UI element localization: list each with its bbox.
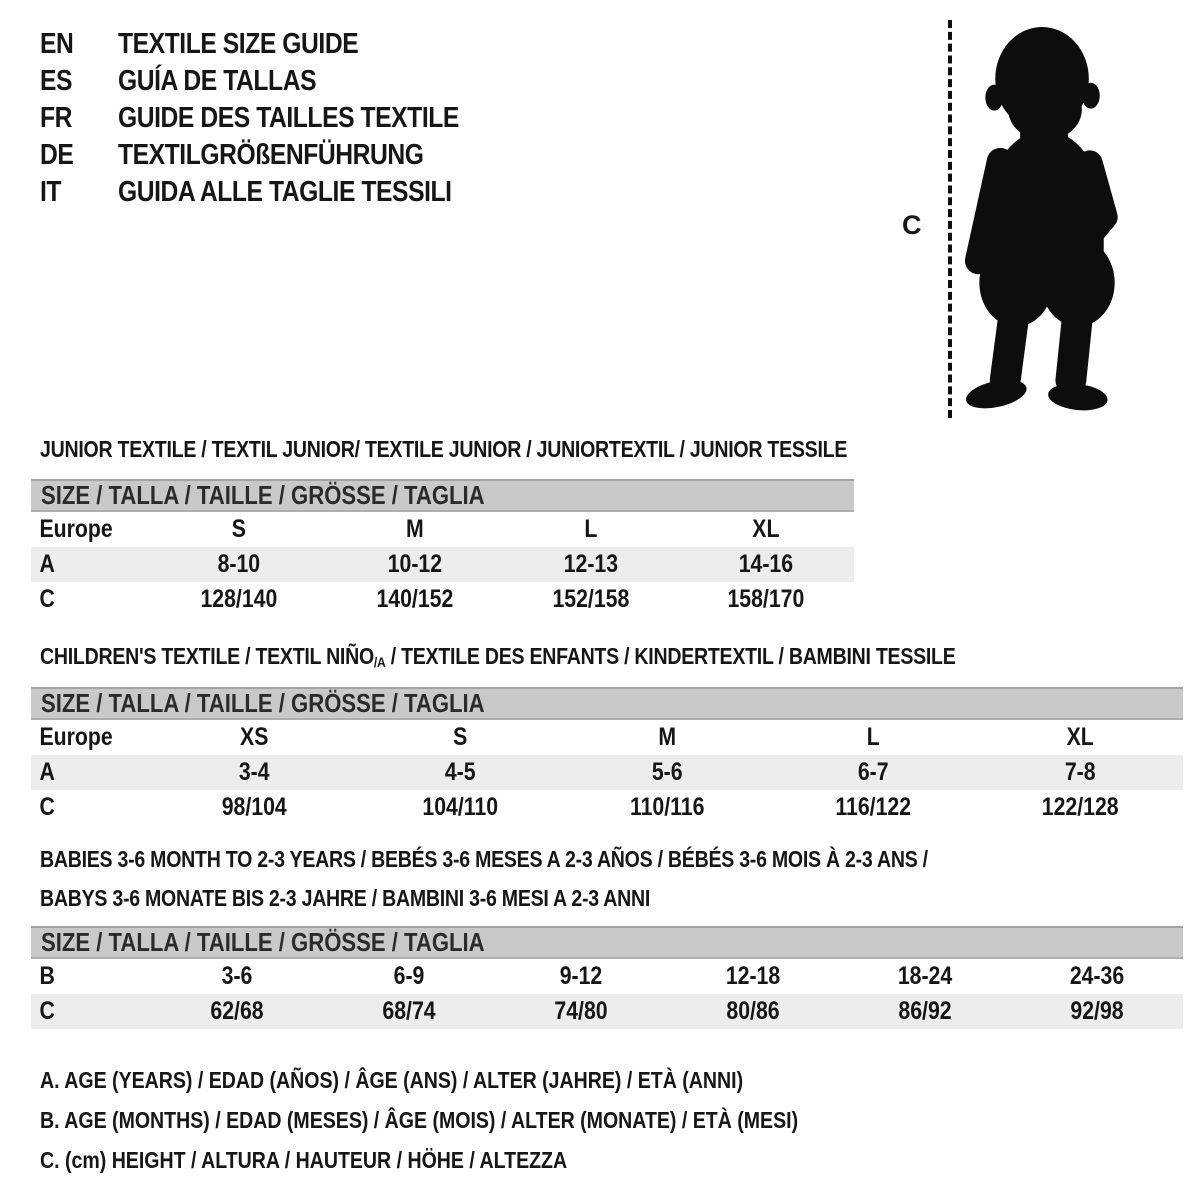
section-title-babies-line2: BABYS 3-6 MONATE BIS 2-3 JAHRE / BAMBINI 3-6 MESI A 2-3 ANNI — [40, 885, 651, 911]
legend-text: C. (cm) HEIGHT / ALTURA / HAUTEUR / HÖHE / ALTEZZA — [40, 1146, 568, 1173]
age-cell: 12-13 — [563, 550, 618, 578]
height-cell: 128/140 — [200, 585, 278, 613]
language-row-fr — [40, 100, 519, 137]
height-cell: 152/158 — [551, 585, 629, 613]
language-code: EN — [40, 28, 74, 60]
language-title: GUÍA DE TALLAS — [118, 65, 317, 97]
age-cell: 9-12 — [559, 962, 603, 990]
height-cell: 68/74 — [382, 997, 436, 1025]
size-header-label: SIZE / TALLA / TAILLE / GRÖSSE / TAGLIA — [41, 927, 485, 957]
table-row-age-years — [31, 755, 1183, 790]
language-title: TEXTILE SIZE GUIDE — [118, 28, 359, 60]
language-code: FR — [40, 102, 73, 134]
age-cell: 24-36 — [1069, 962, 1125, 990]
row-label: C — [39, 793, 55, 821]
language-row-de — [40, 137, 519, 174]
table-row-europe — [31, 512, 854, 547]
table-row-age-months — [31, 959, 1183, 994]
legend-text: A. AGE (YEARS) / EDAD (AÑOS) / ÂGE (ANS) / ALTER (JAHRE) / ETÀ (ANNI) — [40, 1066, 744, 1093]
age-cell: 3-4 — [238, 758, 270, 786]
age-cell: 6-9 — [393, 962, 425, 990]
age-cell: 7-8 — [1064, 758, 1096, 786]
height-cell: 74/80 — [554, 997, 608, 1025]
age-cell: 14-16 — [738, 550, 794, 578]
size-cell: XL — [1066, 723, 1094, 751]
height-cell: 98/104 — [221, 793, 287, 821]
row-label: C — [39, 585, 55, 613]
size-cell: M — [658, 723, 676, 751]
row-label: B — [39, 962, 55, 990]
height-cell: 158/170 — [727, 585, 805, 613]
row-label: Europe — [39, 723, 113, 751]
table-row-height — [31, 994, 1183, 1029]
height-cell: 116/122 — [835, 793, 912, 821]
language-code: DE — [40, 139, 74, 171]
size-cell: L — [866, 723, 880, 751]
language-code: ES — [40, 65, 73, 97]
age-cell: 12-18 — [725, 962, 781, 990]
age-cell: 10-12 — [387, 550, 442, 578]
language-title-block — [40, 26, 519, 211]
height-cell: 122/128 — [1041, 793, 1119, 821]
age-cell: 3-6 — [221, 962, 253, 990]
height-measure-label: C — [902, 210, 922, 240]
height-cell: 62/68 — [210, 997, 264, 1025]
language-title: GUIDA ALLE TAGLIE TESSILI — [118, 176, 452, 208]
table-row-height — [31, 790, 1183, 825]
section-title-subscript: /A — [373, 655, 386, 672]
junior-size-table — [31, 479, 854, 617]
section-title-children — [40, 643, 956, 671]
language-code: IT — [40, 176, 62, 208]
size-cell: XL — [752, 515, 780, 543]
age-cell: 4-5 — [445, 758, 476, 786]
section-title-junior: JUNIOR TEXTILE / TEXTIL JUNIOR/ TEXTILE JUNIOR / JUNIORTEXTIL / JUNIOR TESSILE — [40, 436, 848, 462]
language-title: TEXTILGRÖßENFÜHRUNG — [118, 139, 424, 171]
table-row-height — [31, 582, 854, 617]
size-cell: XS — [240, 723, 269, 751]
toddler-silhouette-icon — [952, 22, 1147, 420]
legend-line-c — [40, 1140, 932, 1180]
table-row-europe — [31, 720, 1183, 755]
age-cell: 8-10 — [217, 550, 261, 578]
size-header-bar — [31, 479, 854, 512]
language-row-en — [40, 26, 519, 63]
height-cell: 104/110 — [422, 793, 499, 821]
height-cell: 92/98 — [1070, 997, 1124, 1025]
section-title-babies-line1: BABIES 3-6 MONTH TO 2-3 YEARS / BEBÉS 3-6 MESES A 2-3 AÑOS / BÉBÉS 3-6 MOIS À 2-3 ANS / — [40, 846, 928, 872]
height-cell: 140/152 — [376, 585, 454, 613]
height-cell: 110/116 — [629, 793, 705, 821]
size-cell: S — [231, 515, 246, 543]
legend-line-a — [40, 1060, 932, 1100]
height-cell: 86/92 — [898, 997, 952, 1025]
legend-text: B. AGE (MONTHS) / EDAD (MESES) / ÂGE (MOIS) / ALTER (MONATE) / ETÀ (MESI) — [40, 1106, 799, 1133]
language-row-it — [40, 174, 519, 211]
legend-block — [40, 1060, 932, 1180]
age-cell: 6-7 — [858, 758, 889, 786]
row-label: A — [39, 550, 55, 578]
table-row-age-years — [31, 547, 854, 582]
language-row-es — [40, 63, 519, 100]
size-cell: S — [453, 723, 468, 751]
size-cell: M — [405, 515, 424, 543]
age-cell: 5-6 — [651, 758, 683, 786]
size-header-label: SIZE / TALLA / TAILLE / GRÖSSE / TAGLIA — [41, 480, 485, 510]
row-label: A — [39, 758, 55, 786]
row-label: Europe — [39, 515, 113, 543]
babies-size-table — [31, 926, 1183, 1029]
size-header-bar — [31, 687, 1183, 720]
children-size-table — [31, 687, 1183, 825]
legend-line-b — [40, 1100, 932, 1140]
size-header-label: SIZE / TALLA / TAILLE / GRÖSSE / TAGLIA — [41, 688, 485, 718]
age-cell: 18-24 — [897, 962, 953, 990]
size-cell: L — [583, 515, 597, 543]
section-title-text: / TEXTILE DES ENFANTS / KINDERTEXTIL / BAMBINI TESSILE — [385, 643, 956, 669]
language-title: GUIDE DES TAILLES TEXTILE — [118, 102, 459, 134]
size-header-bar — [31, 926, 1183, 959]
row-label: C — [39, 997, 55, 1025]
section-title-text: CHILDREN'S TEXTILE / TEXTIL NIÑO — [40, 643, 374, 669]
height-cell: 80/86 — [726, 997, 780, 1025]
